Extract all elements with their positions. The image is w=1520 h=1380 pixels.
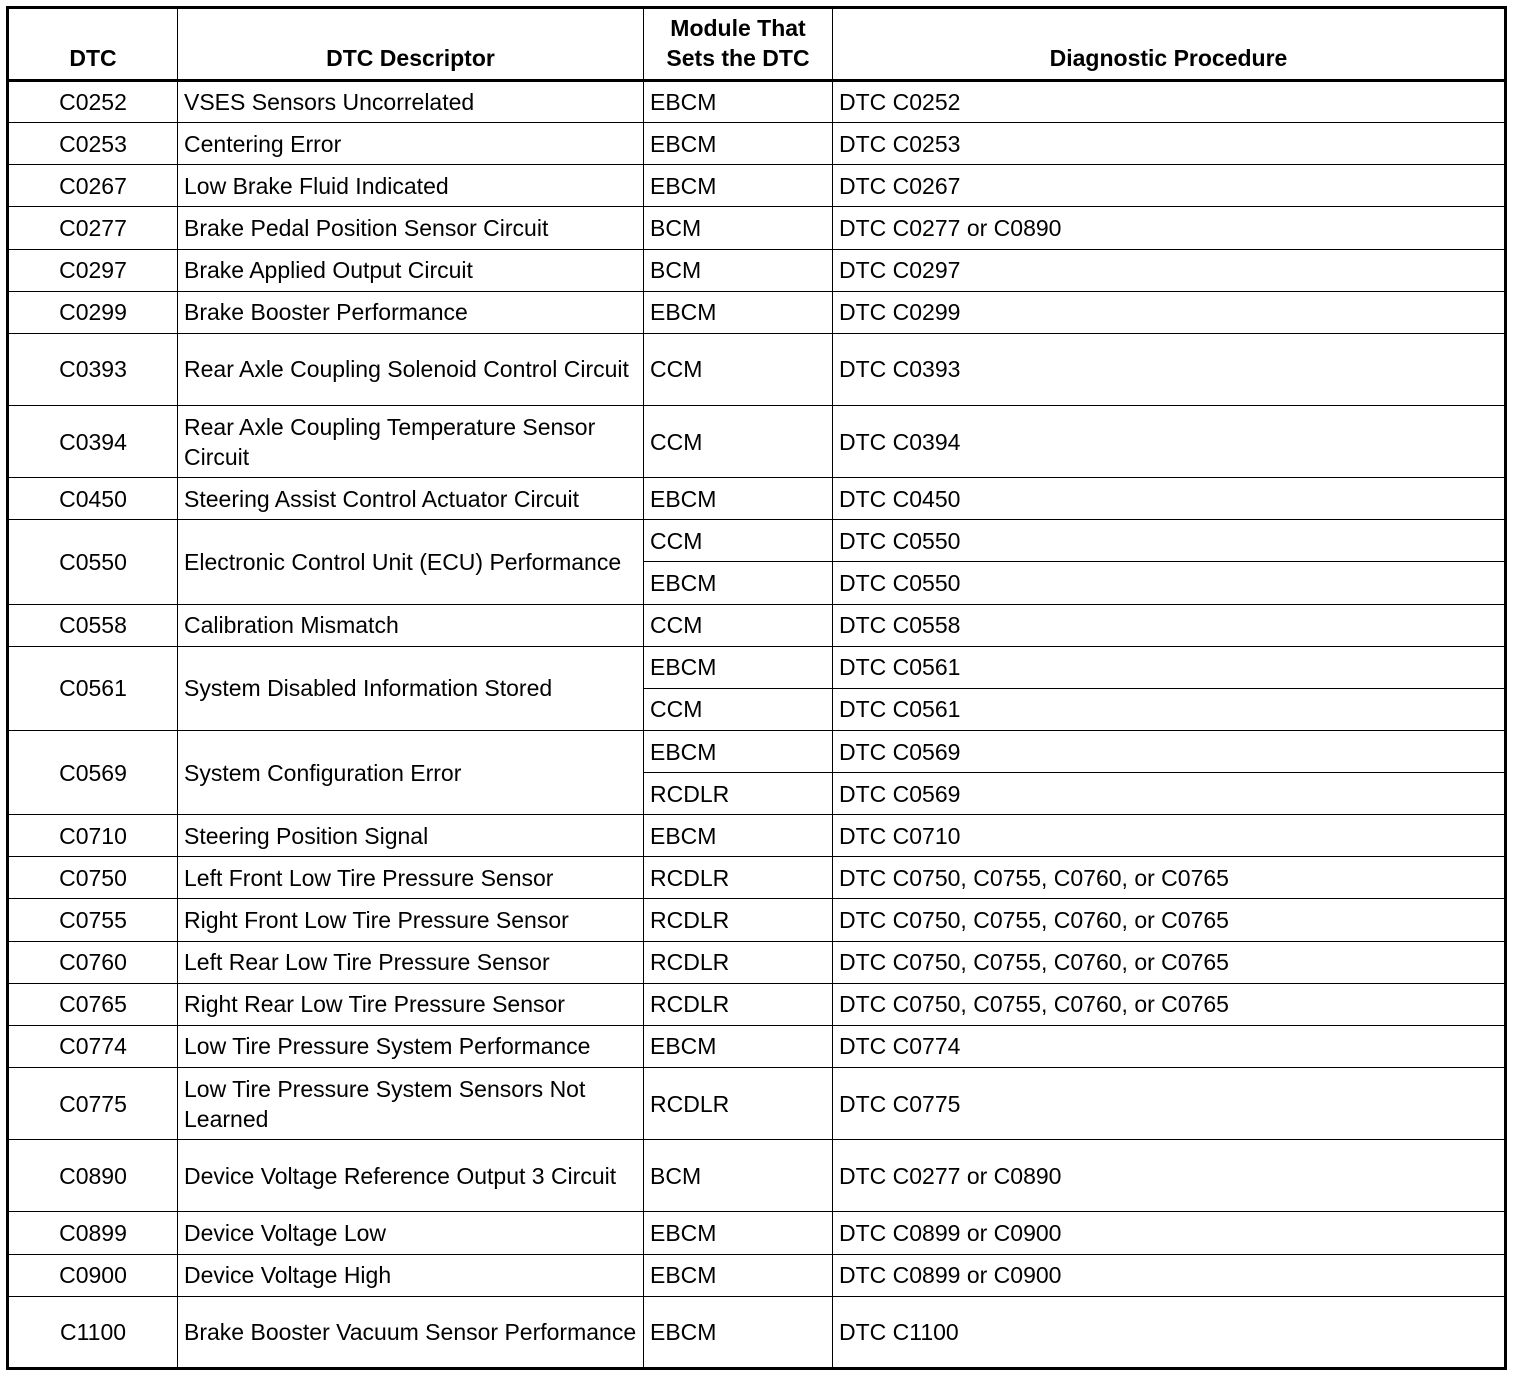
dtc-code: C0774 — [8, 1025, 178, 1067]
table-row — [8, 207, 1506, 249]
diagnostic-procedure: DTC C0252 — [833, 81, 1506, 123]
module-name: RCDLR — [644, 899, 833, 941]
diagnostic-procedure: DTC C0899 or C0900 — [833, 1254, 1506, 1296]
diagnostic-procedure: DTC C0750, C0755, C0760, or C0765 — [833, 899, 1506, 941]
diagnostic-procedure: DTC C0277 or C0890 — [833, 207, 1506, 249]
table-row — [8, 1140, 1506, 1212]
diagnostic-procedure: DTC C0394 — [833, 405, 1506, 477]
dtc-descriptor: System Disabled Information Stored — [178, 646, 644, 730]
table-row — [8, 1254, 1506, 1296]
dtc-code: C0760 — [8, 941, 178, 983]
dtc-code: C0750 — [8, 857, 178, 899]
dtc-descriptor: VSES Sensors Uncorrelated — [178, 81, 644, 123]
table-row — [8, 983, 1506, 1025]
dtc-descriptor: Low Tire Pressure System Sensors Not Learned — [178, 1067, 644, 1139]
dtc-descriptor: Brake Pedal Position Sensor Circuit — [178, 207, 644, 249]
module-name: BCM — [644, 1140, 833, 1212]
module-name: BCM — [644, 249, 833, 291]
dtc-descriptor: Left Rear Low Tire Pressure Sensor — [178, 941, 644, 983]
module-name: EBCM — [644, 1212, 833, 1254]
dtc-code: C0450 — [8, 478, 178, 520]
table-row — [8, 1296, 1506, 1368]
header-dtc: DTC — [8, 8, 178, 81]
dtc-code: C0252 — [8, 81, 178, 123]
table-row — [8, 941, 1506, 983]
table-row — [8, 405, 1506, 477]
dtc-descriptor: System Configuration Error — [178, 730, 644, 814]
module-name: EBCM — [644, 165, 833, 207]
table-row — [8, 81, 1506, 123]
header-module — [644, 8, 833, 81]
module-name: RCDLR — [644, 1067, 833, 1139]
dtc-code: C1100 — [8, 1296, 178, 1368]
module-name: EBCM — [644, 1254, 833, 1296]
dtc-descriptor: Device Voltage Reference Output 3 Circuit — [178, 1140, 644, 1212]
diagnostic-procedure: DTC C0550 — [833, 562, 1506, 604]
diagnostic-procedure: DTC C0750, C0755, C0760, or C0765 — [833, 983, 1506, 1025]
header-module-line2: Sets the DTC — [666, 45, 810, 71]
dtc-descriptor: Device Voltage Low — [178, 1212, 644, 1254]
table-row — [8, 249, 1506, 291]
dtc-descriptor: Steering Assist Control Actuator Circuit — [178, 478, 644, 520]
header-procedure: Diagnostic Procedure — [833, 8, 1506, 81]
dtc-code: C0900 — [8, 1254, 178, 1296]
diagnostic-procedure: DTC C0297 — [833, 249, 1506, 291]
dtc-descriptor: Calibration Mismatch — [178, 604, 644, 646]
dtc-descriptor: Right Front Low Tire Pressure Sensor — [178, 899, 644, 941]
diagnostic-procedure: DTC C0450 — [833, 478, 1506, 520]
dtc-descriptor: Right Rear Low Tire Pressure Sensor — [178, 983, 644, 1025]
diagnostic-procedure: DTC C0393 — [833, 333, 1506, 405]
table-row — [8, 1025, 1506, 1067]
table-row — [8, 1212, 1506, 1254]
diagnostic-procedure: DTC C1100 — [833, 1296, 1506, 1368]
module-name: EBCM — [644, 123, 833, 165]
diagnostic-procedure: DTC C0775 — [833, 1067, 1506, 1139]
diagnostic-procedure: DTC C0253 — [833, 123, 1506, 165]
diagnostic-procedure: DTC C0558 — [833, 604, 1506, 646]
dtc-code: C0299 — [8, 291, 178, 333]
module-name: EBCM — [644, 730, 833, 772]
dtc-descriptor: Steering Position Signal — [178, 815, 644, 857]
module-name: RCDLR — [644, 983, 833, 1025]
diagnostic-procedure: DTC C0750, C0755, C0760, or C0765 — [833, 941, 1506, 983]
table-row — [8, 604, 1506, 646]
module-name: EBCM — [644, 1025, 833, 1067]
dtc-code: C0890 — [8, 1140, 178, 1212]
diagnostic-procedure: DTC C0750, C0755, C0760, or C0765 — [833, 857, 1506, 899]
table-row — [8, 1067, 1506, 1139]
module-name: EBCM — [644, 646, 833, 688]
dtc-code: C0253 — [8, 123, 178, 165]
module-name: CCM — [644, 405, 833, 477]
dtc-code: C0550 — [8, 520, 178, 604]
dtc-descriptor: Centering Error — [178, 123, 644, 165]
dtc-code: C0765 — [8, 983, 178, 1025]
table-row — [8, 520, 1506, 562]
diagnostic-procedure: DTC C0710 — [833, 815, 1506, 857]
dtc-code: C0267 — [8, 165, 178, 207]
header-descriptor: DTC Descriptor — [178, 8, 644, 81]
dtc-code: C0393 — [8, 333, 178, 405]
diagnostic-procedure: DTC C0561 — [833, 646, 1506, 688]
module-name: EBCM — [644, 815, 833, 857]
diagnostic-procedure: DTC C0774 — [833, 1025, 1506, 1067]
module-name: EBCM — [644, 478, 833, 520]
dtc-descriptor: Brake Applied Output Circuit — [178, 249, 644, 291]
table-row — [8, 333, 1506, 405]
module-name: RCDLR — [644, 941, 833, 983]
diagnostic-procedure: DTC C0561 — [833, 688, 1506, 730]
module-name: CCM — [644, 333, 833, 405]
module-name: CCM — [644, 604, 833, 646]
module-name: RCDLR — [644, 773, 833, 815]
dtc-code: C0569 — [8, 730, 178, 814]
module-name: RCDLR — [644, 857, 833, 899]
dtc-descriptor: Rear Axle Coupling Solenoid Control Circuit — [178, 333, 644, 405]
header-module-line1: Module That — [670, 15, 806, 41]
dtc-descriptor: Electronic Control Unit (ECU) Performance — [178, 520, 644, 604]
module-name: BCM — [644, 207, 833, 249]
module-name: EBCM — [644, 1296, 833, 1368]
table-row — [8, 815, 1506, 857]
dtc-descriptor: Low Tire Pressure System Performance — [178, 1025, 644, 1067]
dtc-descriptor: Brake Booster Performance — [178, 291, 644, 333]
dtc-code: C0561 — [8, 646, 178, 730]
dtc-code: C0755 — [8, 899, 178, 941]
dtc-descriptor: Device Voltage High — [178, 1254, 644, 1296]
header-row — [8, 8, 1506, 81]
table-row — [8, 165, 1506, 207]
table-body — [8, 81, 1506, 1369]
diagnostic-procedure: DTC C0569 — [833, 730, 1506, 772]
dtc-code: C0899 — [8, 1212, 178, 1254]
dtc-descriptor: Low Brake Fluid Indicated — [178, 165, 644, 207]
diagnostic-procedure: DTC C0550 — [833, 520, 1506, 562]
diagnostic-procedure: DTC C0569 — [833, 773, 1506, 815]
module-name: EBCM — [644, 291, 833, 333]
dtc-code: C0277 — [8, 207, 178, 249]
diagnostic-procedure: DTC C0267 — [833, 165, 1506, 207]
dtc-table — [6, 6, 1507, 1370]
dtc-code: C0558 — [8, 604, 178, 646]
module-name: CCM — [644, 520, 833, 562]
dtc-code: C0394 — [8, 405, 178, 477]
table-row — [8, 478, 1506, 520]
module-name: EBCM — [644, 562, 833, 604]
table-row — [8, 123, 1506, 165]
diagnostic-procedure: DTC C0277 or C0890 — [833, 1140, 1506, 1212]
dtc-descriptor: Left Front Low Tire Pressure Sensor — [178, 857, 644, 899]
dtc-descriptor: Rear Axle Coupling Temperature Sensor Circuit — [178, 405, 644, 477]
module-name: EBCM — [644, 81, 833, 123]
table-row — [8, 646, 1506, 688]
table-row — [8, 730, 1506, 772]
diagnostic-procedure: DTC C0899 or C0900 — [833, 1212, 1506, 1254]
table-row — [8, 899, 1506, 941]
table-row — [8, 291, 1506, 333]
table-row — [8, 857, 1506, 899]
dtc-code: C0710 — [8, 815, 178, 857]
dtc-code: C0775 — [8, 1067, 178, 1139]
diagnostic-procedure: DTC C0299 — [833, 291, 1506, 333]
dtc-descriptor: Brake Booster Vacuum Sensor Performance — [178, 1296, 644, 1368]
dtc-code: C0297 — [8, 249, 178, 291]
module-name: CCM — [644, 688, 833, 730]
